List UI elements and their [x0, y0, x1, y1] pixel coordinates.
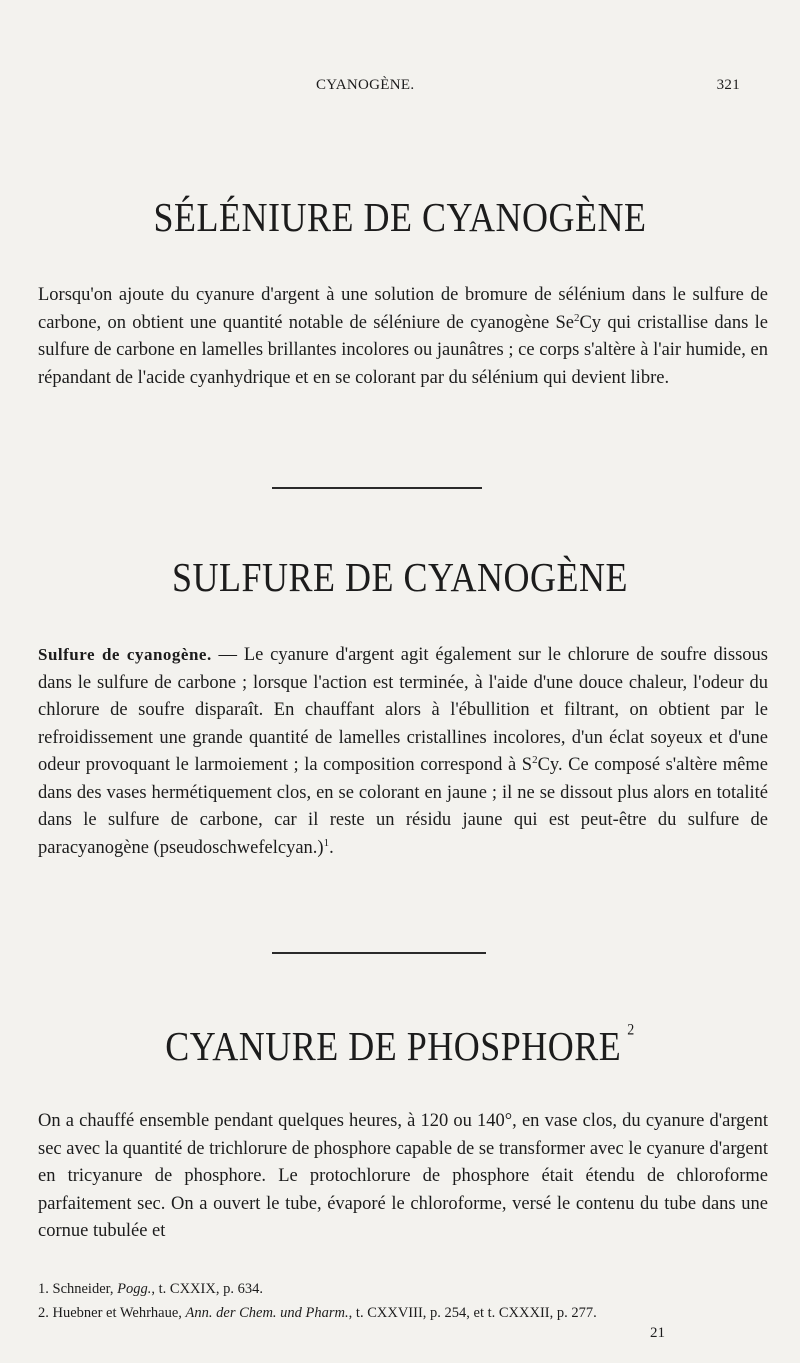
- footnote-reference: , t. CXXIX, p. 634.: [151, 1281, 263, 1297]
- paragraph-sulfure-part-a: — Le cyanure d'argent agit également sur le chlorure de soufre dissous dans le sulfure de carbone ; lorsque l'action est terminée, à l'aide d'une douce chaleur, l'odeur du chlorure de soufre disparaît. En chauffant alors à l'ébullition et filtrant, on obtient par le refroidissement une grande quantité de lamelles cristallines incolores, d'un éclat soyeux et d'une odeur provoquant le larmoiement ; la composition correspond à S: [38, 645, 768, 775]
- footnote-journal: Ann. der Chem. und Pharm.: [185, 1305, 349, 1321]
- paragraph-seleniure-part-b: Cy qui cristallise dans le sulfure de carbone en lamelles brillantes incolores ou jaunâtres ; ce corps s'altère à l'air humide, en répandant de l'acide cyanhydrique et en se colorant par du sélénium qui devient libre.: [38, 312, 768, 388]
- paragraph-sulfure: [38, 641, 768, 862]
- section-divider: [272, 487, 482, 489]
- paragraph-seleniure: [38, 282, 768, 392]
- section-divider: [272, 952, 486, 954]
- superscript: 2: [573, 311, 580, 324]
- paragraph-sulfure-part-c: .: [329, 837, 334, 858]
- footnotes: [38, 1277, 768, 1325]
- footnote-ref: 1: [323, 836, 330, 849]
- footnote-author: Huebner et Wehrhaue,: [52, 1305, 182, 1321]
- paragraph-seleniure-part-a: Lorsqu'on ajoute du cyanure d'argent à une solution de bromure de sélénium dans le sulfure de carbone, on obtient une quantité notable de séléniure de cyanogène Se: [38, 285, 768, 333]
- footnote-author: Schneider,: [52, 1281, 114, 1297]
- footnote-number: 2.: [38, 1305, 49, 1321]
- paragraph-cyanure: On a chauffé ensemble pendant quelques heures, à 120 ou 140°, en vase clos, du cyanure d'argent sec avec la quantité de trichlorure de phosphore capable de se transformer avec le cyanure d'argent en tricyanure de phosphore. Le protochlorure de phosphore était étendu de chloroforme parfaitement sec. On a ouvert le tube, évaporé le chloroforme, versé le contenu du tube dans une cornue tubulée et: [38, 1111, 768, 1241]
- running-head-title: CYANOGÈNE.: [316, 77, 415, 93]
- footnote-ref: 2: [627, 1021, 635, 1040]
- section-title-sulfure: SULFURE DE CYANOGÈNE: [171, 554, 628, 600]
- section-title-text: CYANURE DE PHOSPHORE: [165, 1023, 622, 1069]
- superscript: 2: [532, 753, 538, 766]
- footnote-journal: Pogg.: [117, 1281, 152, 1297]
- footnote-reference: , t. CXXVIII, p. 254, et t. CXXXII, p. 277.: [348, 1305, 597, 1321]
- footnote-1: [38, 1277, 768, 1301]
- footnote-number: 1.: [38, 1281, 49, 1297]
- running-head: [0, 77, 800, 99]
- section-title-seleniure: SÉLÉNIURE DE CYANOGÈNE: [153, 194, 647, 240]
- footnote-2: [38, 1301, 768, 1325]
- section-title-cyanure: [0, 1022, 800, 1070]
- signature-mark: 21: [650, 1325, 665, 1341]
- paragraph-sulfure-part-b: Cy. Ce composé s'altère même dans des vases hermétiquement clos, en se colorant en jaune ; il ne se dissout plus alors en totalité dans le sulfure de carbone, car il reste un résidu jaune qui est peut-être du sulfure de paracyanogène (pseudoschwefelcyan.): [38, 755, 768, 858]
- paragraph-lead: Sulfure de cyanogène.: [38, 645, 212, 664]
- page-number: 321: [716, 77, 740, 93]
